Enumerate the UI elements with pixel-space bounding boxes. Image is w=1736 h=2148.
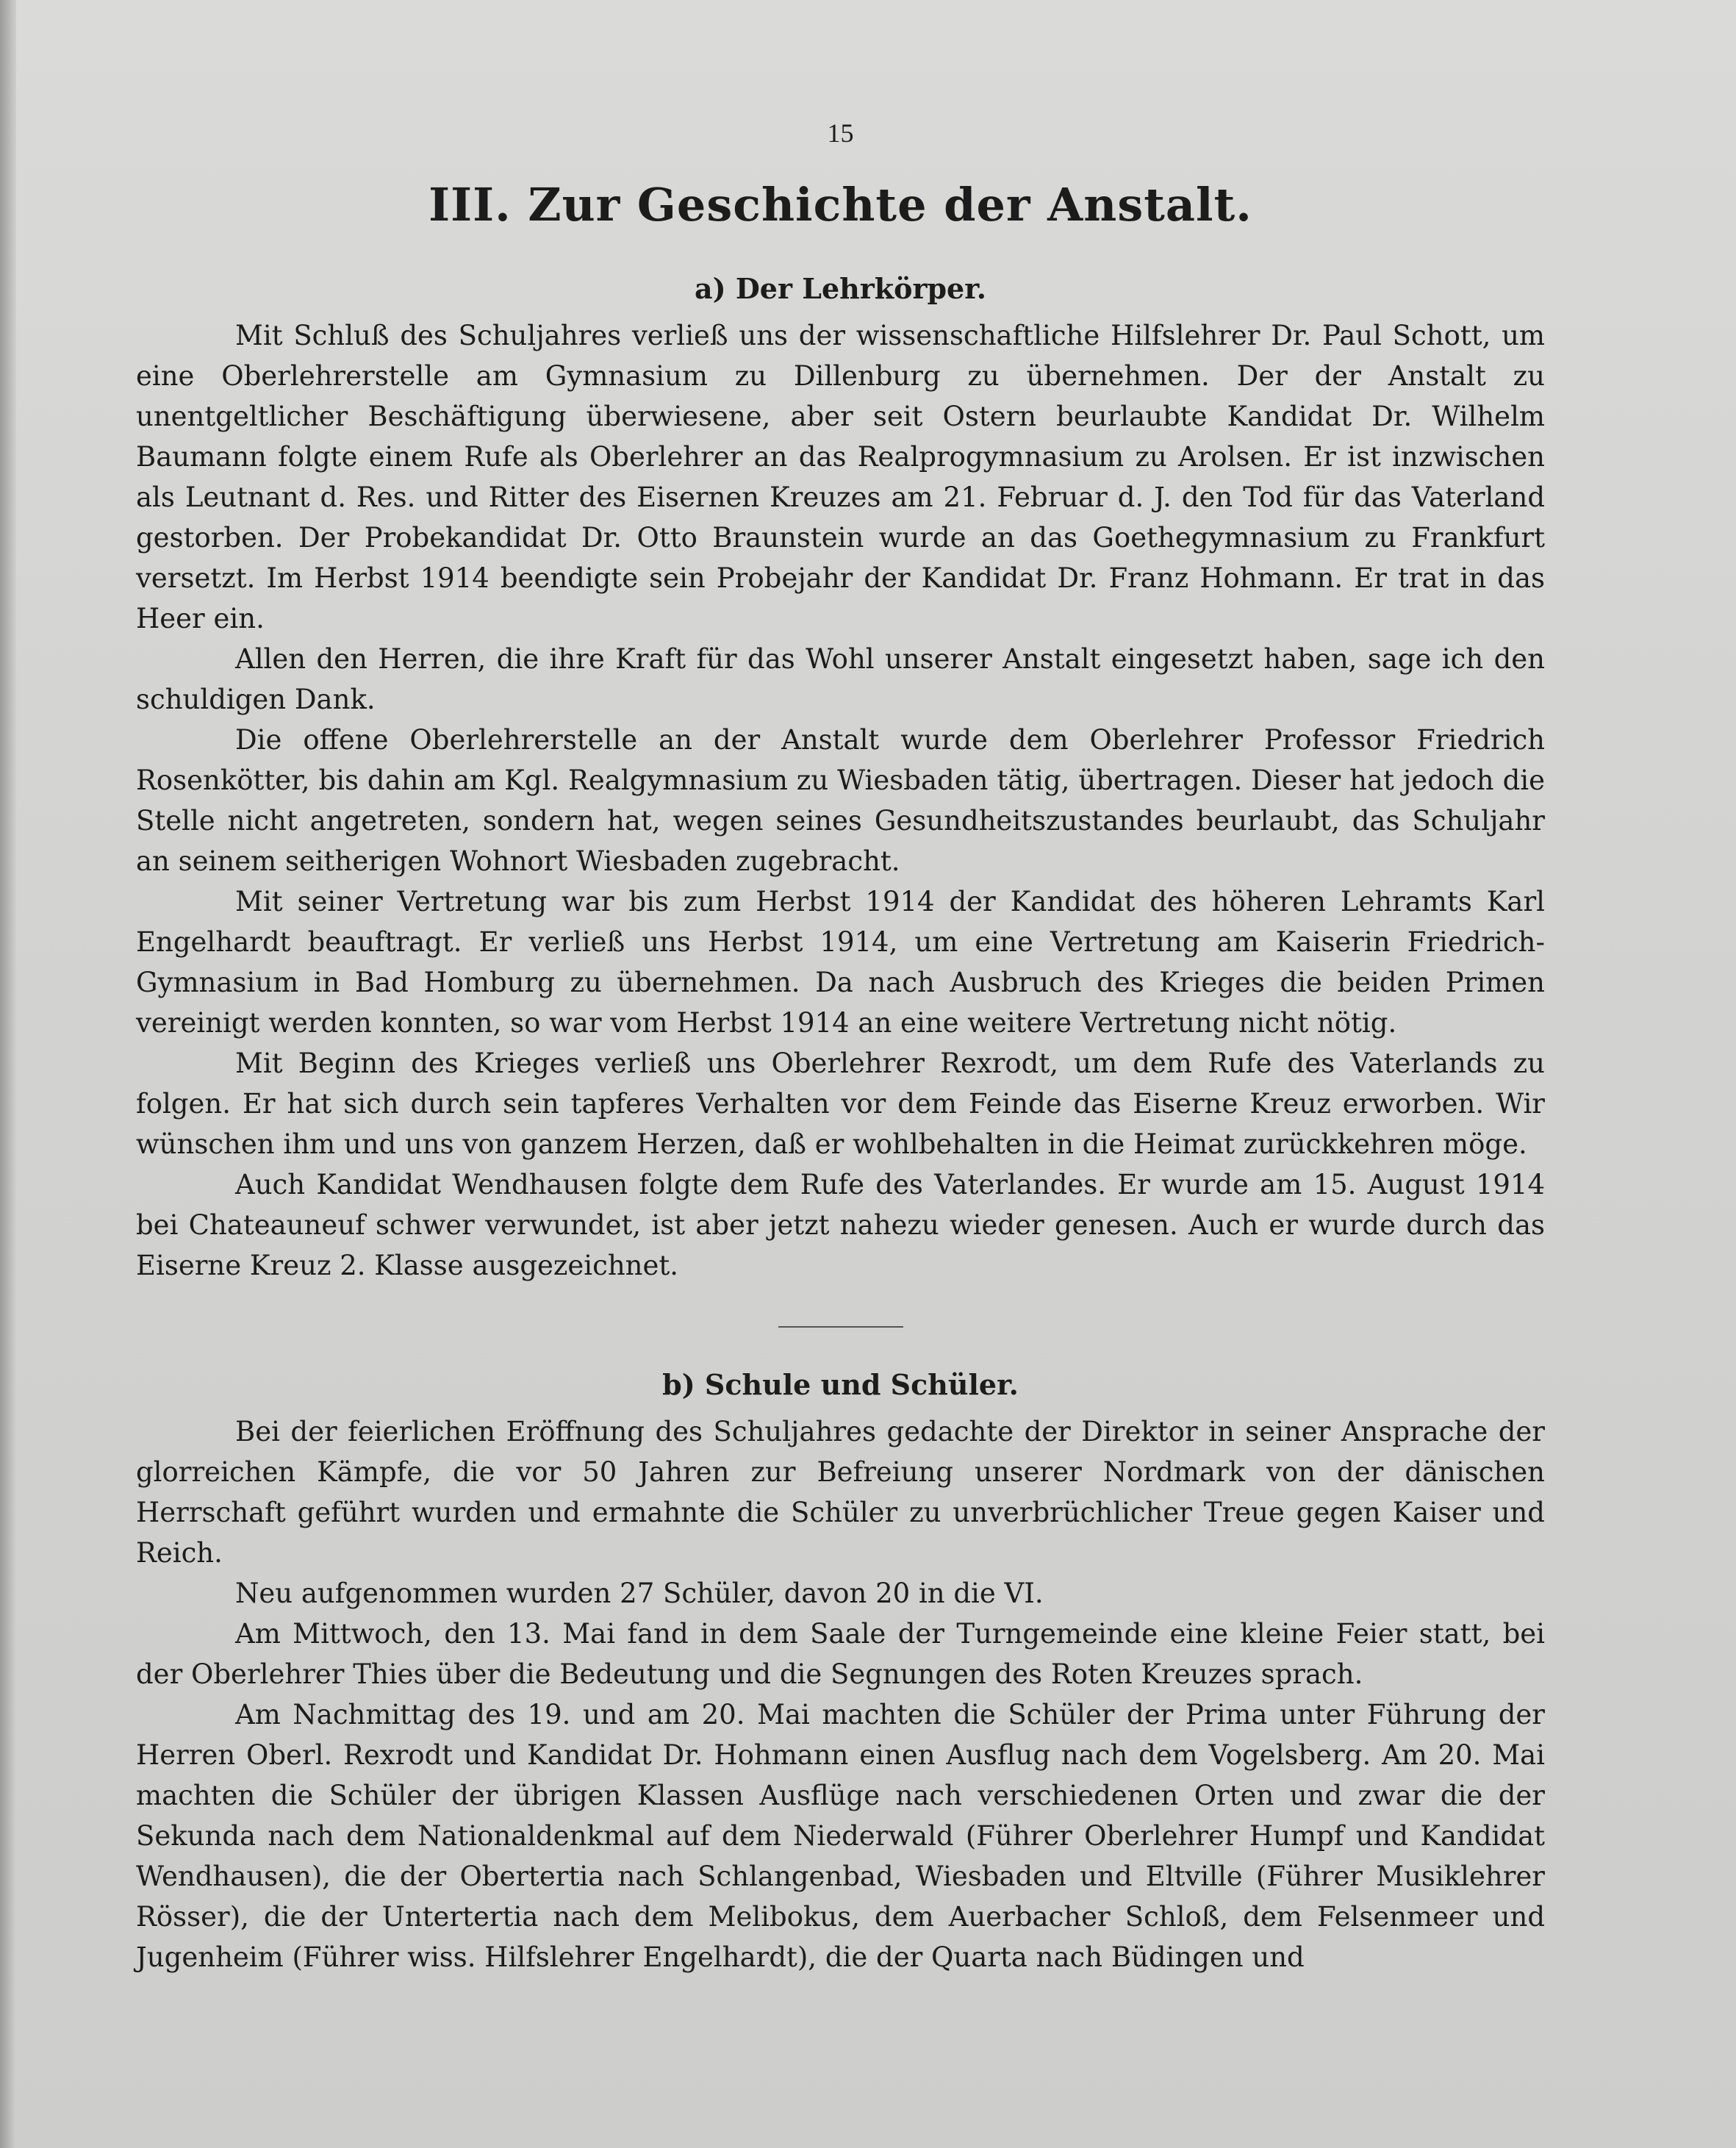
paragraph: Mit seiner Vertretung war bis zum Herbst 1914 der Kandidat des höheren Lehramts Karl Engelhardt beauftragt. Er verließ uns Herbst 1914, um eine Vertretung am Kaiserin Friedrich-Gymnasium in Bad Homburg zu übernehmen. Da nach Ausbruch des Krieges die beiden Primen vereinigt werden konnten, so war vom Herbst 1914 an eine weitere Vertretung nicht nötig. bbox=[136, 886, 1545, 1039]
paragraph: Neu aufgenommen wurden 27 Schüler, davon 20 in die VI. bbox=[235, 1578, 1044, 1609]
chapter-title: III. Zur Geschichte der Anstalt. bbox=[428, 178, 1252, 232]
paragraph: Auch Kandidat Wendhausen folgte dem Rufe des Vaterlandes. Er wurde am 15. August 1914 bei Chateauneuf schwer verwundet, ist aber jetzt nahezu wieder genesen. Auch er wurde durch das Eiserne Kreuz 2. Klasse ausgezeichnet. bbox=[136, 1169, 1545, 1281]
page-edge-shadow bbox=[0, 0, 16, 2148]
section-school-and-pupils bbox=[136, 1368, 1545, 1977]
paragraph: Mit Beginn des Krieges verließ uns Oberlehrer Rexrodt, um dem Rufe des Vaterlands zu folgen. Er hat sich durch sein tapferes Verhalten vor dem Feinde das Eiserne Kreuz erworben. Wir wünschen ihm und uns von ganzem Herzen, daß er wohlbehalten in die Heimat zurückkehren möge. bbox=[136, 1048, 1545, 1160]
paragraph: Am Mittwoch, den 13. Mai fand in dem Saale der Turngemeinde eine kleine Feier statt, bei der Oberlehrer Thies über die Bedeutung und die Segnungen des Roten Kreuzes sprach. bbox=[136, 1618, 1545, 1690]
section-heading: b) Schule und Schüler. bbox=[662, 1368, 1019, 1401]
paragraph: Die offene Oberlehrerstelle an der Anstalt wurde dem Oberlehrer Professor Friedrich Rosenkötter, bis dahin am Kgl. Realgymnasium zu Wiesbaden tätig, übertragen. Dieser hat jedoch die Stelle nicht angetreten, sondern hat, wegen seines Gesundheitszustandes beurlaubt, das Schuljahr an seinem seitherigen Wohnort Wiesbaden zugebracht. bbox=[136, 724, 1545, 877]
section-teaching-staff bbox=[136, 272, 1545, 1286]
section-heading: a) Der Lehrkörper. bbox=[695, 272, 986, 305]
page-number: 15 bbox=[827, 118, 854, 148]
paragraph: Bei der feierlichen Eröffnung des Schuljahres gedachte der Direktor in seiner Ansprache der glorreichen Kämpfe, die vor 50 Jahren zur Befreiung unserer Nordmark von der dänischen Herrschaft geführt wurden und ermahnte die Schüler zu unverbrüchlicher Treue gegen Kaiser und Reich. bbox=[136, 1416, 1545, 1569]
section-divider bbox=[778, 1326, 903, 1328]
paragraph: Mit Schluß des Schuljahres verließ uns der wissenschaftliche Hilfslehrer Dr. Paul Schott, um eine Oberlehrerstelle am Gymnasium zu Dillenburg zu übernehmen. Der der Anstalt zu unentgeltlicher Beschäftigung überwiesene, aber seit Ostern beurlaubte Kandidat Dr. Wilhelm Baumann folgte einem Rufe als Oberlehrer an das Realprogymnasium zu Arolsen. Er ist inzwischen als Leutnant d. Res. und Ritter des Eisernen Kreuzes am 21. Februar d. J. den Tod für das Vaterland gestorben. Der Probekandidat Dr. Otto Braunstein wurde an das Goethegymnasium zu Frankfurt versetzt. Im Herbst 1914 beendigte sein Probejahr der Kandidat Dr. Franz Hohmann. Er trat in das Heer ein. bbox=[136, 320, 1545, 634]
paragraph: Allen den Herren, die ihre Kraft für das Wohl unserer Anstalt eingesetzt haben, sage ich den schuldigen Dank. bbox=[136, 643, 1545, 715]
paragraph: Am Nachmittag des 19. und am 20. Mai machten die Schüler der Prima unter Führung der Herren Oberl. Rexrodt und Kandidat Dr. Hohmann einen Ausflug nach dem Vogelsberg. Am 20. Mai machten die Schüler der übrigen Klassen Ausflüge nach verschiedenen Orten und zwar die der Sekunda nach dem Nationaldenkmal auf dem Niederwald (Führer Oberlehrer Humpf und Kandidat Wendhausen), die der Obertertia nach Schlangenbad, Wiesbaden und Eltville (Führer Musiklehrer Rösser), die der Untertertia nach dem Melibokus, dem Auerbacher Schloß, dem Felsenmeer und Jugenheim (Führer wiss. Hilfslehrer Engelhardt), die der Quarta nach Büdingen und bbox=[136, 1699, 1545, 1973]
